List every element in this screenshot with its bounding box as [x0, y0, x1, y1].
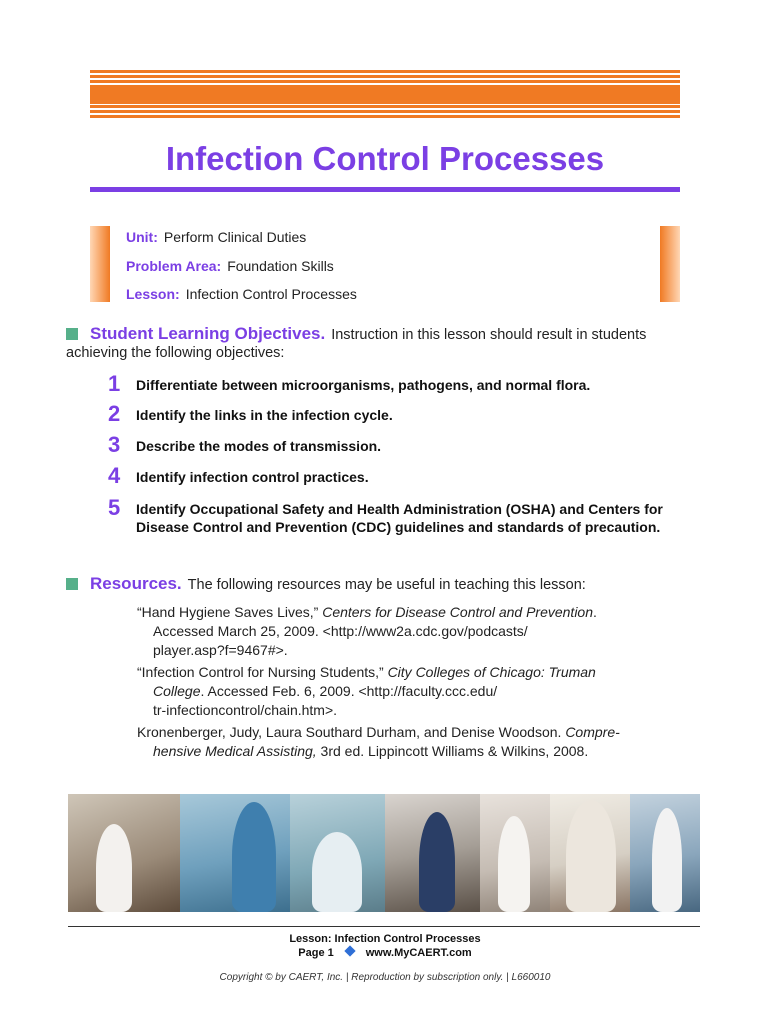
resources-bullet-icon — [66, 578, 78, 590]
reference-item — [137, 603, 637, 660]
footer-page: Page 1 — [298, 947, 334, 959]
photo-researcher — [630, 794, 700, 912]
objective-text: Identify Occupational Safety and Health Administration (OSHA) and Centers for Disease Control and Prevention (CDC) guidelines and standards of precaution. — [136, 501, 663, 535]
objectives-intro-cont: achieving the following objectives: — [66, 345, 285, 361]
resources-heading — [90, 574, 586, 594]
objective-text: Describe the modes of transmission. — [136, 438, 382, 454]
photo-collage — [68, 794, 700, 912]
objective-number: 2 — [108, 401, 121, 426]
reference-text: Kronenberger, Judy, Laura Southard Durham, and Denise Woodson. — [137, 724, 566, 740]
diamond-icon — [344, 945, 355, 956]
problem-area-line — [126, 258, 334, 274]
objectives-intro: Instruction in this lesson should result in students — [331, 327, 647, 343]
objective-item — [108, 495, 678, 536]
objective-item — [108, 432, 678, 457]
reference-item — [137, 663, 637, 720]
unit-value: Perform Clinical Duties — [163, 229, 307, 245]
objective-item — [108, 463, 678, 488]
reference-cont-text: . Accessed Feb. 6, 2009. <http://faculty.ccc.edu/ — [200, 683, 498, 699]
objectives-heading — [90, 324, 646, 344]
reference-cont-text: 3rd ed. Lippincott Williams & Wilkins, 2008. — [316, 743, 589, 759]
problem-area-value: Foundation Skills — [227, 258, 334, 274]
lesson-label: Lesson: — [126, 286, 180, 302]
header-stripe-solid — [90, 86, 680, 104]
photo-lab-worker — [68, 794, 180, 912]
reference-cont — [137, 742, 637, 761]
footer-url[interactable]: www.MyCAERT.com — [365, 947, 472, 959]
title-underline — [90, 187, 680, 192]
reference-cont: player.asp?f=9467#>. — [153, 642, 288, 658]
photo-nurse — [180, 794, 290, 912]
photo-staff — [480, 794, 550, 912]
footer-page-line — [0, 947, 770, 959]
photo-patient — [385, 794, 480, 912]
objective-number: 5 — [108, 495, 121, 520]
reference-cont — [137, 682, 637, 701]
reference-source-cont: hensive Medical Assisting, — [153, 743, 317, 759]
reference-text: . — [593, 604, 597, 620]
reference-source-cont: College — [153, 683, 201, 699]
header-stripe-banner — [90, 70, 680, 120]
photo-doctor — [550, 794, 630, 912]
unit-line — [126, 229, 306, 245]
footer-lesson: Lesson: Infection Control Processes — [289, 933, 481, 945]
unit-label: Unit: — [126, 229, 158, 245]
footer-divider — [68, 926, 700, 927]
reference-text: “Hand Hygiene Saves Lives,” — [137, 604, 323, 620]
resources-intro: The following resources may be useful in teaching this lesson: — [187, 577, 586, 593]
objective-text: Differentiate between microorganisms, pathogens, and normal flora. — [136, 377, 591, 393]
meta-right-bar — [660, 226, 680, 302]
objective-number: 4 — [108, 463, 121, 488]
objectives-lead: Student Learning Objectives. — [90, 324, 326, 343]
lesson-line — [126, 286, 357, 302]
reference-cont: tr-infectioncontrol/chain.htm>. — [153, 702, 338, 718]
objective-text: Identify the links in the infection cycle. — [136, 407, 393, 423]
reference-text: “Infection Control for Nursing Students,” — [137, 664, 388, 680]
reference-item — [137, 723, 637, 761]
reference-source: City Colleges of Chicago: Truman — [387, 664, 596, 680]
problem-area-label: Problem Area: — [126, 258, 222, 274]
page-title: Infection Control Processes — [165, 140, 605, 177]
objective-text: Identify infection control practices. — [136, 469, 369, 485]
objective-item — [108, 371, 678, 396]
reference-source: Centers for Disease Control and Prevention — [322, 604, 594, 620]
reference-source: Compre- — [565, 724, 620, 740]
resources-lead: Resources. — [90, 574, 182, 593]
objective-number: 1 — [108, 371, 121, 396]
reference-cont: Accessed March 25, 2009. <http://www2a.cdc.gov/podcasts/ — [153, 623, 528, 639]
objective-item — [108, 401, 678, 426]
copyright-notice: Copyright © by CAERT, Inc. | Reproduction by subscription only. | L660010 — [219, 972, 551, 983]
objective-number: 3 — [108, 432, 121, 457]
photo-clinic — [290, 794, 385, 912]
objectives-bullet-icon — [66, 328, 78, 340]
lesson-value: Infection Control Processes — [185, 286, 357, 302]
meta-left-bar — [90, 226, 110, 302]
